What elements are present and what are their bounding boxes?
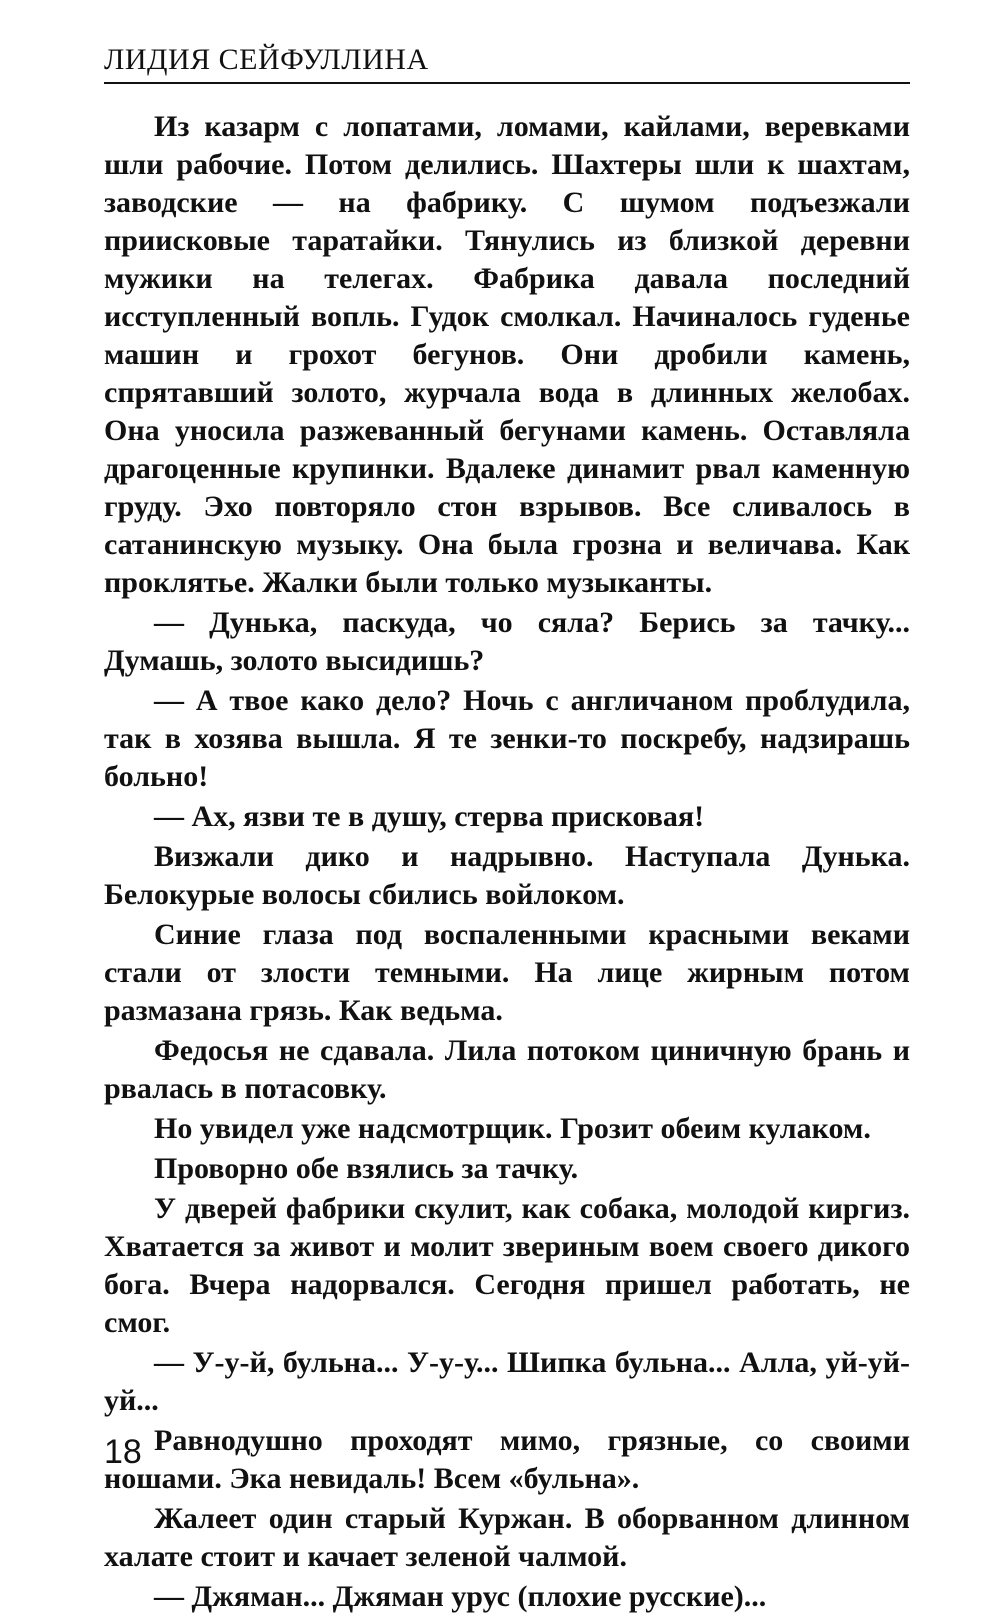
paragraph: Жалеет один старый Куржан. В оборванном длинном халате стоит и качает зеленой чалмой. bbox=[104, 1502, 910, 1573]
paragraph: — У-у-й, бульна... У-у-у... Шипка бульна... Алла, уй-уй-уй... bbox=[104, 1346, 910, 1417]
paragraph: Равнодушно проходят мимо, грязные, со своими ношами. Эка невидаль! Всем «бульна». bbox=[104, 1424, 910, 1495]
paragraph: Визжали дико и надрывно. Наступала Дунька. Белокурые волосы сбились войлоком. bbox=[104, 840, 910, 911]
paragraph: Проворно обе взялись за тачку. bbox=[154, 1152, 579, 1185]
paragraph: — Джяман... Джяман урус (плохие русские)... bbox=[154, 1580, 767, 1613]
paragraph: — Ах, язви те в душу, стерва присковая! bbox=[154, 800, 705, 833]
paragraph: У дверей фабрики скулит, как собака, молодой киргиз. Хватается за живот и молит звериным воем своего дикого бога. Вчера надорвался. Сегодня пришел работать, не смог. bbox=[104, 1192, 910, 1339]
paragraph: — Дунька, паскуда, чо сяла? Берись за тачку... Думашь, золото высидишь? bbox=[104, 606, 910, 677]
paragraph: Федосья не сдавала. Лила потоком циничную брань и рвалась в потасовку. bbox=[104, 1034, 910, 1105]
author-name: ЛИДИЯ СЕЙФУЛЛИНА bbox=[104, 43, 429, 76]
body-text bbox=[104, 108, 910, 1618]
paragraph: Синие глаза под воспаленными красными веками стали от злости темными. На лице жирным потом размазана грязь. Как ведьма. bbox=[104, 918, 910, 1027]
running-head bbox=[104, 40, 910, 84]
paragraph: Из казарм с лопатами, ломами, кайлами, веревками шли рабочие. Потом делились. Шахтеры шли к шахтам, заводские — на фабрику. С шумом подъезжали приисковые таратайки. Тянулись из близкой деревни мужики на телегах. Фабрика давала последний исступленный вопль. Гудок смолкал. Начиналось гуденье машин и грохот бегунов. Они дробили камень, спрятавший золото, журчала вода в длинных желобах. Она уносила разжеванный бегунами камень. Оставляла драгоценные крупинки. Вдалеке динамит рвал каменную груду. Эхо повторяло стон взрывов. Все сливалось в сатанинскую музыку. Она была грозна и величава. Как проклятье. Жалки были только музыканты. bbox=[104, 110, 910, 599]
paragraph: — А твое како дело? Ночь с англичаном проблудила, так в хозява вышла. Я те зенки-то поскребу, надзирашь больно! bbox=[104, 684, 910, 793]
page-number: 18 bbox=[104, 1433, 142, 1471]
paragraph: Но увидел уже надсмотрщик. Грозит обеим кулаком. bbox=[154, 1112, 871, 1145]
